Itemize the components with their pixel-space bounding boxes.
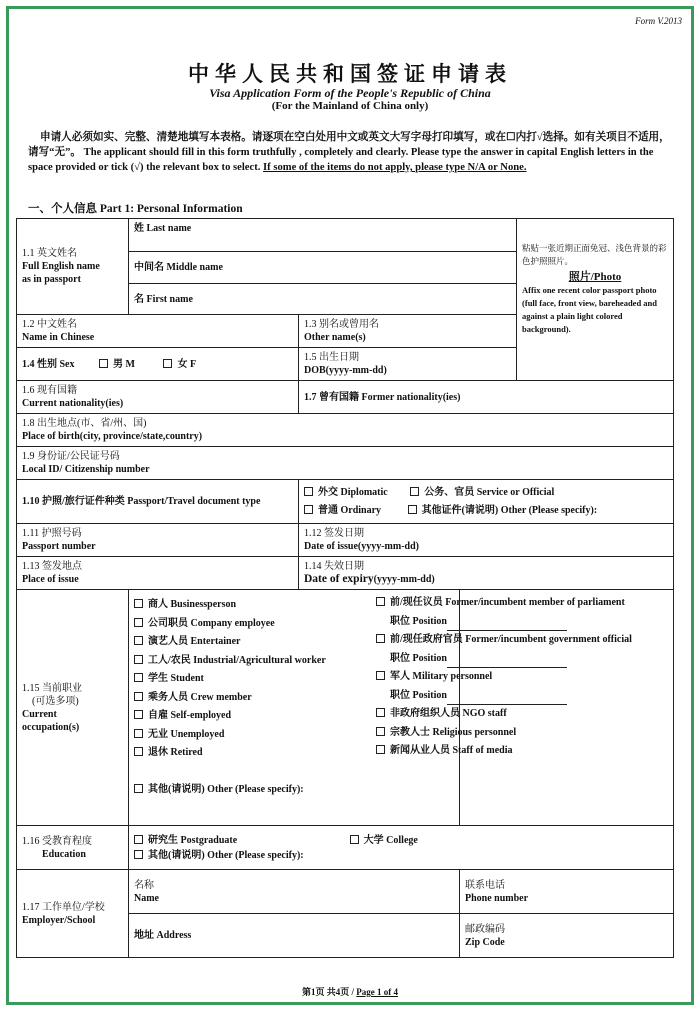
label-cn-note: (可选多项) <box>32 695 79 707</box>
label-cn: 1.3 别名或曾用名 <box>304 319 379 330</box>
personal-info-table <box>16 218 674 958</box>
label-cn: 1.9 身份证/公民证号码 <box>22 451 120 462</box>
occ-parliament-checkbox[interactable] <box>376 594 668 613</box>
label-cn: 名称 <box>134 879 154 891</box>
diplomatic-checkbox[interactable] <box>304 487 388 498</box>
service-checkbox[interactable] <box>410 487 554 498</box>
college-checkbox[interactable] <box>350 835 418 846</box>
label-en: as in passport <box>22 274 81 285</box>
occ-label: 工人/农民 Industrial/Agricultural worker <box>148 654 326 666</box>
occ-label: 新闻从业人员 Staff of media <box>390 745 513 756</box>
label-en: Place of birth(city, province/state,country) <box>22 431 203 442</box>
checkbox-icon <box>134 673 143 682</box>
ordinary-label: 普通 Ordinary <box>318 504 382 516</box>
occ-label: 无业 Unemployed <box>148 728 225 740</box>
checkbox-icon <box>99 359 108 368</box>
label-en: Passport number <box>22 541 96 552</box>
service-label: 公务、官员 Service or Official <box>424 486 555 498</box>
position-field[interactable] <box>390 650 668 669</box>
label-cn: 1.8 出生地点(市、省/州、国) <box>22 418 147 429</box>
male-checkbox[interactable] <box>99 359 135 370</box>
middle-name-label: 中间名 Middle name <box>134 262 223 273</box>
former-nationality-field[interactable] <box>299 381 674 414</box>
first-name-field[interactable] <box>129 284 517 315</box>
label-en: Date of issue(yyyy-mm-dd) <box>304 541 419 552</box>
checkbox-icon <box>376 597 385 606</box>
occ-label: 军人 Military personnel <box>390 671 493 682</box>
label-cn: 1.6 现有国籍 <box>22 385 77 396</box>
page-footer <box>0 985 700 998</box>
sex-label: 1.4 性别 Sex <box>22 358 75 370</box>
label-cn: 1.14 失效日期 <box>304 561 364 572</box>
chinese-name-field[interactable] <box>17 315 299 348</box>
other-names-field[interactable] <box>299 315 517 348</box>
postgraduate-label: 研究生 Postgraduate <box>148 834 238 846</box>
occ-label: 前/现任议员 Former/incumbent member of parliament <box>390 597 625 608</box>
occ-label: 商人 Businessperson <box>148 599 237 610</box>
checkbox-icon <box>134 636 143 645</box>
label-cn: 1.11 护照号码 <box>22 528 82 539</box>
employer-zip-field[interactable] <box>460 914 674 958</box>
position-label: 职位 Position <box>390 615 447 627</box>
address-label: 地址 Address <box>134 930 192 941</box>
other-doc-checkbox[interactable] <box>408 505 598 516</box>
label-en: Current nationality(ies) <box>22 398 124 409</box>
checkbox-icon <box>376 745 385 754</box>
checkbox-icon <box>134 729 143 738</box>
last-name-field[interactable] <box>129 219 517 252</box>
position-label: 职位 Position <box>390 689 447 701</box>
label-en: Other name(s) <box>304 332 366 343</box>
female-checkbox[interactable] <box>163 359 196 370</box>
education-options <box>129 826 674 870</box>
employer-name-field[interactable] <box>129 870 460 914</box>
male-label: 男 M <box>113 358 135 370</box>
checkbox-icon <box>376 634 385 643</box>
checkbox-icon <box>134 710 143 719</box>
date-of-issue-field[interactable] <box>299 524 674 557</box>
employer-address-field[interactable] <box>129 914 460 958</box>
college-label: 大学 College <box>363 834 418 846</box>
field-1-1-label <box>17 219 129 315</box>
instructions-en-underlined: If some of the items do not apply, please type N/A or None. <box>263 162 527 173</box>
last-name-label: 姓 Last name <box>134 223 192 234</box>
employer-label <box>17 870 129 958</box>
photo-box[interactable] <box>517 219 674 381</box>
label-en: DOB(yyyy-mm-dd) <box>304 365 387 376</box>
occ-ngo-checkbox[interactable] <box>376 705 668 724</box>
occ-label: 其他(请说明) Other (Please specify): <box>148 783 304 795</box>
checkbox-icon <box>134 692 143 701</box>
checkbox-icon <box>163 359 172 368</box>
checkbox-icon <box>408 505 417 514</box>
checkbox-icon <box>134 850 143 859</box>
occ-military-checkbox[interactable] <box>376 668 668 687</box>
diplomatic-label: 外交 Diplomatic <box>318 486 388 498</box>
local-id-field[interactable] <box>17 447 674 480</box>
label-en: Current <box>22 708 57 720</box>
label-en: Zip Code <box>465 936 505 948</box>
occ-media-checkbox[interactable] <box>376 742 668 761</box>
checkbox-icon <box>304 505 313 514</box>
passport-number-field[interactable] <box>17 524 299 557</box>
occ-label: 演艺人员 Entertainer <box>148 636 241 647</box>
label-cn: 1.15 当前职业 <box>22 682 82 694</box>
label-en: Place of issue <box>22 574 79 585</box>
photo-instructions-cn: 粘贴一张近期正面免冠、浅色背景的彩色护照照片。 <box>522 243 667 266</box>
occ-label: 退休 Retired <box>148 747 203 758</box>
footer-en: Page 1 of 4 <box>356 987 398 997</box>
subtitle: (For the Mainland of China only) <box>271 100 429 112</box>
label-cn: 1.13 签发地点 <box>22 561 82 572</box>
form-version: Form V.2013 <box>635 16 682 26</box>
occ-religious-checkbox[interactable] <box>376 724 668 743</box>
label-en: Full English name <box>22 261 100 272</box>
position-label: 职位 Position <box>390 652 447 664</box>
occ-label: 自雇 Self-employed <box>148 710 232 721</box>
label-cn: 1.17 工作单位/学校 <box>22 901 105 913</box>
label-cn: 邮政编码 <box>465 923 505 935</box>
label-en: Name <box>134 892 159 904</box>
title-chinese: 中华人民共和国签证申请表 <box>188 62 512 86</box>
label-cn: 1.12 签发日期 <box>304 528 364 539</box>
label-cn: 1.5 出生日期 <box>304 352 359 363</box>
occupation-options-right <box>390 590 674 826</box>
education-other-label: 其他(请说明) Other (Please specify): <box>148 849 304 861</box>
occ-other-checkbox[interactable] <box>134 781 454 800</box>
checkbox-icon <box>350 835 359 844</box>
occ-label: 公司职员 Company employee <box>148 617 275 629</box>
checkbox-icon <box>304 487 313 496</box>
checkbox-icon <box>134 599 143 608</box>
education-other-checkbox[interactable] <box>134 850 304 861</box>
footer-cn: 第1页 共4页 / <box>301 987 354 997</box>
female-label: 女 F <box>177 358 197 370</box>
label-cn: 1.2 中文姓名 <box>22 319 77 330</box>
title-english: Visa Application Form of the People's Republic of China <box>209 86 491 100</box>
label: 1.10 护照/旅行证件种类 Passport/Travel document type <box>22 496 261 507</box>
travel-doc-type-options <box>299 480 674 524</box>
position-field[interactable] <box>390 687 668 706</box>
occupation-label <box>17 590 129 826</box>
checkbox-icon <box>134 784 143 793</box>
occ-government-checkbox[interactable] <box>376 631 668 650</box>
instructions <box>28 130 678 175</box>
label-en-format: (yyyy-mm-dd) <box>373 574 435 585</box>
checkbox-icon <box>134 618 143 627</box>
current-nationality-field[interactable] <box>17 381 299 414</box>
label-en: Local ID/ Citizenship number <box>22 464 150 475</box>
checkbox-icon <box>376 708 385 717</box>
part1-heading: 一、个人信息 Part 1: Personal Information <box>28 203 243 215</box>
occ-label: 乘务人员 Crew member <box>148 691 252 703</box>
checkbox-icon <box>134 655 143 664</box>
middle-name-field[interactable] <box>129 252 517 284</box>
label-en: Education <box>42 848 86 860</box>
postgraduate-checkbox[interactable] <box>134 835 237 846</box>
occ-label: 前/现任政府官员 Former/incumbent government official <box>390 634 632 645</box>
label-en: Phone number <box>465 892 529 904</box>
checkbox-icon <box>376 671 385 680</box>
occ-label: 非政府组织人员 NGO staff <box>390 708 507 719</box>
sex-field <box>17 348 299 381</box>
label-cn: 1.1 英文姓名 <box>22 248 77 259</box>
checkbox-icon <box>410 487 419 496</box>
former-nationality-label: 1.7 曾有国籍 Former nationality(ies) <box>304 391 461 403</box>
position-field[interactable] <box>390 613 668 632</box>
label-en: Date of expiry <box>304 573 374 585</box>
place-of-birth-field[interactable] <box>17 414 674 447</box>
instructions-cn: 申请人必须如实、完整、清楚地填写本表格。请逐项在空白处用中文或英文大写字母打印填写，或在☐内打√选择。如有关项目不适用，请写“无”。 <box>28 132 670 158</box>
employer-phone-field[interactable] <box>460 870 674 914</box>
checkbox-icon <box>134 835 143 844</box>
occ-label: 宗教人士 Religious personnel <box>390 726 517 738</box>
first-name-label: 名 First name <box>134 293 193 305</box>
label-cn: 联系电话 <box>465 879 505 891</box>
checkbox-icon <box>376 727 385 736</box>
other-doc-label: 其他证件(请说明) Other (Please specify): <box>421 504 598 516</box>
photo-title: 照片/Photo <box>568 271 622 283</box>
label-en: Name in Chinese <box>22 332 95 343</box>
education-label <box>17 826 129 870</box>
label-en: Employer/School <box>22 914 96 926</box>
date-of-expiry-field[interactable] <box>299 557 674 590</box>
occ-label: 学生 Student <box>148 673 204 684</box>
place-of-issue-field[interactable] <box>17 557 299 590</box>
label-en: occupation(s) <box>22 721 80 733</box>
instructions-en: The applicant should fill in this form truthfully , completely and clearly. Please type the answer in capital English letters in the space provided or tick (√) the relevant box to select. <box>28 147 654 173</box>
dob-field[interactable] <box>299 348 517 381</box>
label-cn: 1.16 受教育程度 <box>22 835 92 847</box>
photo-instructions-en: Affix one recent color passport photo (full face, front view, bareheaded and against a plain light colored background). <box>522 285 658 334</box>
travel-doc-type-label <box>17 480 299 524</box>
ordinary-checkbox[interactable] <box>304 505 381 516</box>
checkbox-icon <box>134 747 143 756</box>
